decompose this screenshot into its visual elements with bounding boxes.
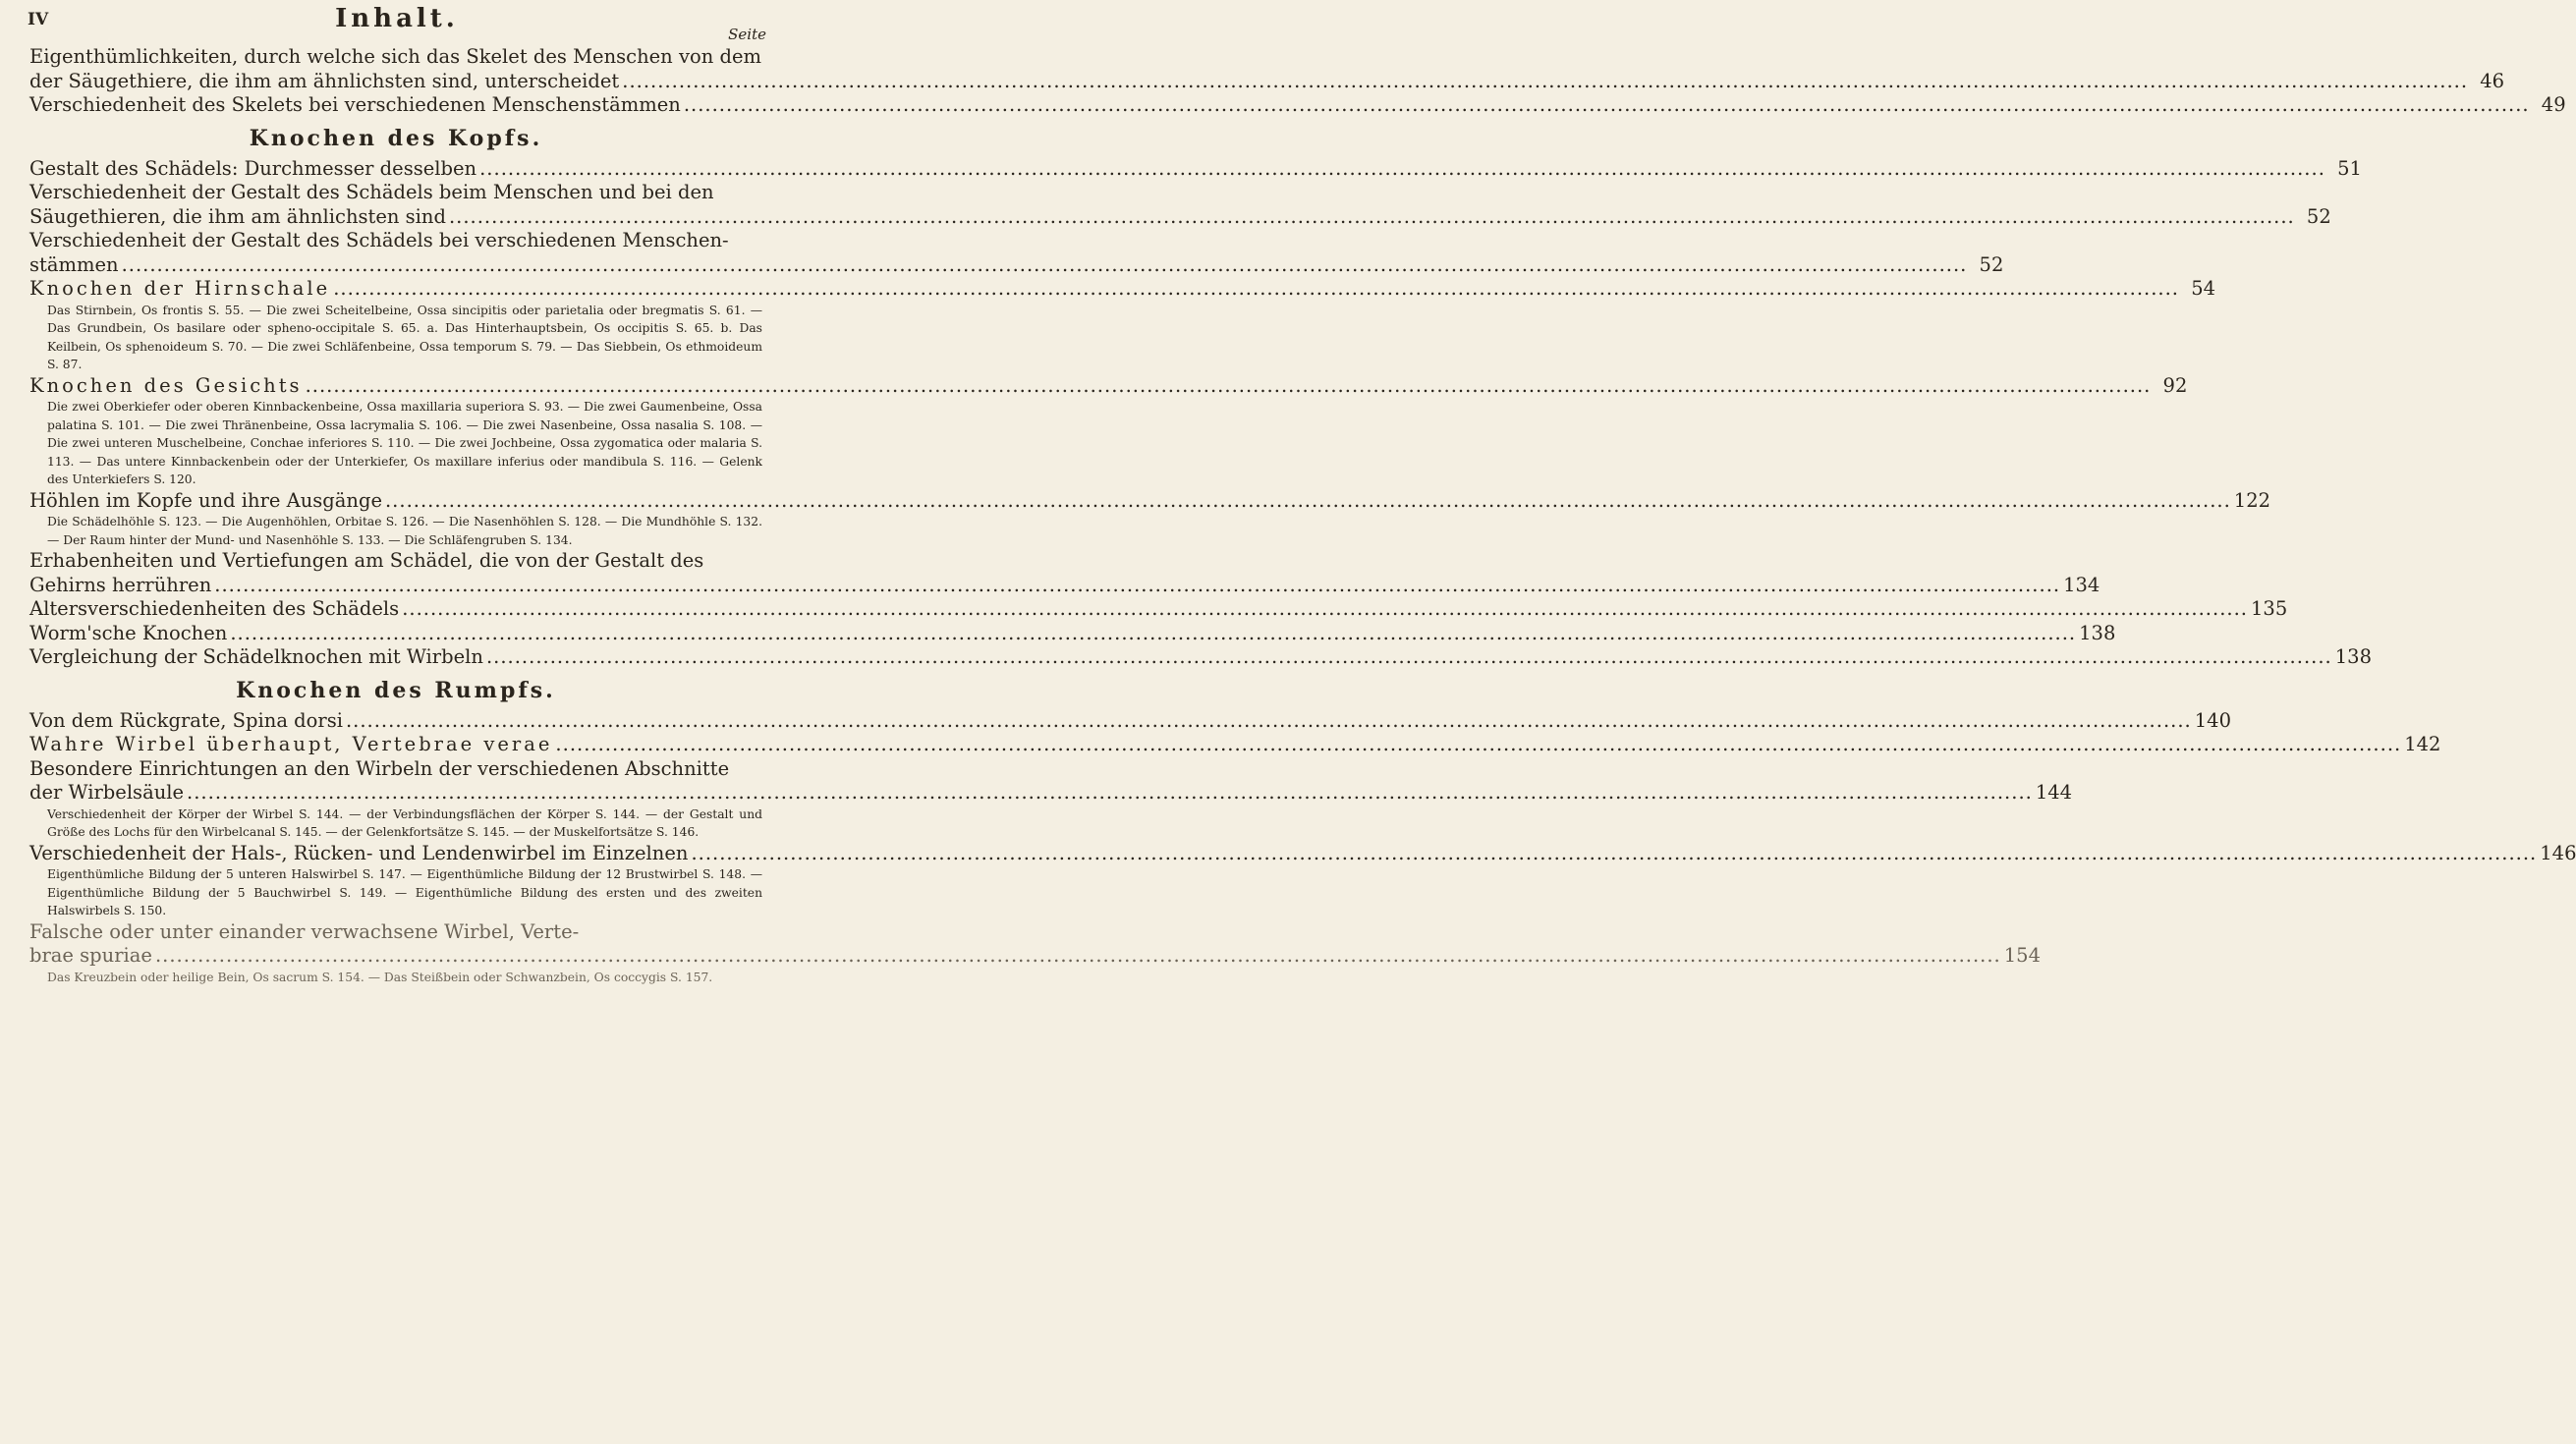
toc-entry-page: 49 — [2541, 93, 2566, 116]
toc-entry-title: Gestalt des Schädels: Durchmesser desselben — [29, 156, 477, 180]
toc-entry-title: stämmen — [29, 252, 119, 276]
toc-entry-line — [29, 597, 2288, 622]
dot-leader — [230, 622, 2076, 646]
toc-entry-line — [29, 488, 2271, 514]
toc-entry-title: Vergleichung der Schädelknochen mit Wirbeln — [29, 645, 483, 668]
toc-entry-subtopics: Eigenthümliche Bildung der 5 unteren Halswirbel S. 147. — Eigenthümliche Bildung der 12 Brustwirbel S. 148. — Eigenthümliche Bildung der 5 Bauchwirbel S. 149. — Eigenthümliche Bildung des ersten und des zweiten Halswirbels S. 150. — [47, 867, 762, 917]
toc-entry-line — [29, 573, 2100, 598]
dot-leader — [486, 645, 2332, 670]
toc-entry-line — [29, 708, 2231, 734]
toc-entry — [29, 708, 2231, 734]
section-heading-rumpf: Knochen des Rumpfs. — [236, 677, 556, 703]
toc-entry-page: 142 — [2404, 733, 2441, 755]
toc-entry-title-line: Verschiedenheit der Gestalt des Schädels bei verschiedenen Menschen- — [29, 229, 729, 251]
toc-entry-title-line: Erhabenheiten und Vertiefungen am Schädel, die von der Gestalt des — [29, 549, 704, 572]
toc-entry-subtopics: Die Schädelhöhle S. 123. — Die Augenhöhlen, Orbitae S. 126. — Die Nasenhöhlen S. 128. — Die Mundhöhle S. 132. — Der Raum hinter der Mund- und Nasenhöhle S. 133. — Die Schläfengruben S. 134. — [47, 515, 762, 547]
toc-entry-title: Knochen der Hirnschale — [29, 277, 331, 300]
toc-entry-page: 144 — [2035, 781, 2073, 804]
dot-leader — [622, 70, 2468, 94]
toc-entry — [29, 277, 2216, 374]
toc-entry-page: 52 — [1979, 252, 2004, 276]
toc-entry-line — [29, 252, 2004, 278]
table-of-contents — [29, 45, 2576, 986]
toc-entry-line — [29, 204, 2331, 230]
toc-entry-line — [29, 156, 2362, 182]
running-head: Inhalt. — [335, 4, 459, 33]
dot-leader — [155, 944, 2001, 969]
toc-entry — [29, 919, 2041, 987]
toc-entry-title-line: Besondere Einrichtungen an den Wirbeln der verschiedenen Abschnitte — [29, 756, 730, 780]
toc-entry — [29, 621, 2116, 646]
toc-entry-page: 122 — [2233, 488, 2271, 512]
toc-entry — [29, 488, 2271, 550]
toc-entry-title: brae spuriae — [29, 944, 152, 967]
dot-leader — [306, 374, 2152, 399]
toc-entry-title: Verschiedenheit des Skelets bei verschiedenen Menschenstämmen — [29, 93, 681, 116]
toc-entry-line — [29, 373, 2188, 399]
toc-entry-line — [29, 645, 2372, 670]
toc-entry-page: 51 — [2337, 156, 2362, 180]
toc-entry-title: Altersverschiedenheiten des Schädels — [29, 597, 400, 620]
toc-group-intro — [29, 45, 2566, 118]
toc-entry-line — [29, 277, 2216, 302]
toc-entry-title: Höhlen im Kopfe und ihre Ausgänge — [29, 488, 382, 512]
dot-leader — [479, 157, 2325, 182]
toc-entry — [29, 229, 2004, 277]
toc-entry-title: der Säugethiere, die ihm am ähnlichsten sind, unterscheidet — [29, 69, 620, 92]
toc-entry-page: 154 — [2003, 944, 2041, 967]
toc-entry-subtopics: Das Kreuzbein oder heilige Bein, Os sacrum S. 154. — Das Steißbein oder Schwanzbein, Os coccygis S. 157. — [47, 970, 713, 984]
toc-entry-subtopics: Die zwei Oberkiefer oder oberen Kinnbackenbeine, Ossa maxillaria superiora S. 93. — Die zwei Gaumenbeine, Ossa palatina S. 101. — Die zwei Thränenbeine, Ossa lacrymalia S. 106. — Die zwei Nasenbeine, Ossa nasalia S. 108. — Die zwei unteren Muschelbeine, Conchae inferiores S. 110. — Die zwei Jochbeine, Ossa zygomatica oder malaria S. 113. — Das untere Kinnbackenbein oder der Unterkiefer, Os maxillare inferius oder mandibula S. 116. — Gelenk des Unterkiefers S. 120. — [47, 400, 762, 486]
toc-entry-title-line: Verschiedenheit der Gestalt des Schädels beim Menschen und bei den — [29, 181, 714, 203]
toc-entry-title: Säugethieren, die ihm am ähnlichsten sind — [29, 204, 446, 228]
toc-entry-title: der Wirbelsäule — [29, 781, 185, 804]
toc-entry-page: 140 — [2194, 708, 2231, 732]
toc-entry-line — [29, 733, 2441, 757]
toc-entry-page: 135 — [2251, 597, 2288, 620]
dot-leader — [684, 93, 2530, 118]
dot-leader — [122, 253, 1968, 278]
dot-leader — [449, 205, 2295, 230]
toc-entry — [29, 597, 2288, 622]
toc-entry-page: 92 — [2162, 373, 2188, 397]
toc-entry-title: Gehirns herrühren — [29, 573, 212, 596]
toc-entry — [29, 156, 2362, 182]
toc-entry — [29, 181, 2331, 229]
toc-entry-subtopics: Das Stirnbein, Os frontis S. 55. — Die zwei Scheitelbeine, Ossa sincipitis oder parietalia oder bregmatis S. 61. — Das Grundbein, Os basilare oder spheno-occipitale S. 65. a. Das Hinterhauptsbein, Os occipitis S. 65. b. Das Keilbein, Os sphenoideum S. 70. — Die zwei Schläfenbeine, Ossa temporum S. 79. — Das Siebbein, Os ethmoideum S. 87. — [47, 303, 762, 371]
toc-entry-title: Von dem Rückgrate, Spina dorsi — [29, 708, 343, 732]
toc-entry — [29, 549, 2100, 597]
toc-entry — [29, 93, 2566, 118]
toc-entry-title-line: Eigenthümlichkeiten, durch welche sich das Skelet des Menschen von dem — [29, 45, 761, 68]
toc-entry-title: Worm'sche Knochen — [29, 621, 228, 644]
toc-group-rumpf — [29, 708, 2576, 987]
toc-entry — [29, 733, 2441, 757]
page-header — [28, 4, 766, 43]
dot-leader — [691, 842, 2537, 866]
dot-leader — [555, 733, 2401, 757]
dot-leader — [187, 781, 2033, 805]
toc-entry-page: 54 — [2191, 277, 2216, 300]
toc-entry-line — [29, 69, 2505, 94]
toc-entry-subtopics: Verschiedenheit der Körper der Wirbel S. 144. — der Verbindungsflächen der Körper S. 144. — der Gestalt und Größe des Lochs für den Wirbelcanal S. 145. — der Gelenkfortsätze S. 145. — der Muskelfortsätze S. 146. — [47, 806, 762, 839]
toc-entry-title: Knochen des Gesichts — [29, 373, 303, 397]
dot-leader — [346, 709, 2192, 734]
toc-entry-line — [29, 841, 2576, 866]
toc-entry-title: Verschiedenheit der Hals-, Rücken- und Lendenwirbel im Einzelnen — [29, 841, 689, 864]
toc-entry-page: 138 — [2079, 621, 2116, 644]
dot-leader — [333, 277, 2179, 302]
toc-entry — [29, 841, 2576, 920]
toc-entry-line — [29, 93, 2566, 118]
toc-entry-page: 134 — [2063, 573, 2100, 596]
toc-entry — [29, 45, 2505, 93]
toc-entry-line — [29, 781, 2073, 805]
toc-entry-line — [29, 621, 2116, 646]
toc-entry-page: 138 — [2334, 645, 2372, 668]
toc-entry-title-line: Falsche oder unter einander verwachsene Wirbel, Verte- — [29, 919, 580, 943]
toc-entry-page: 52 — [2306, 204, 2331, 228]
toc-entry-page: 146 — [2540, 841, 2576, 864]
toc-group-kopf — [29, 156, 2372, 670]
toc-entry — [29, 645, 2372, 670]
toc-entry-title: Wahre Wirbel überhaupt, Vertebrae verae — [29, 733, 553, 755]
toc-entry — [29, 373, 2188, 489]
toc-entry-page: 46 — [2480, 69, 2505, 92]
dot-leader — [214, 574, 2060, 598]
toc-entry — [29, 756, 2073, 842]
section-heading-kopf: Knochen des Kopfs. — [249, 125, 543, 151]
seite-label: Seite — [728, 26, 766, 43]
dot-leader — [402, 597, 2248, 622]
toc-entry-line — [29, 944, 2041, 969]
dot-leader — [385, 489, 2231, 514]
page-number: IV — [28, 10, 49, 29]
